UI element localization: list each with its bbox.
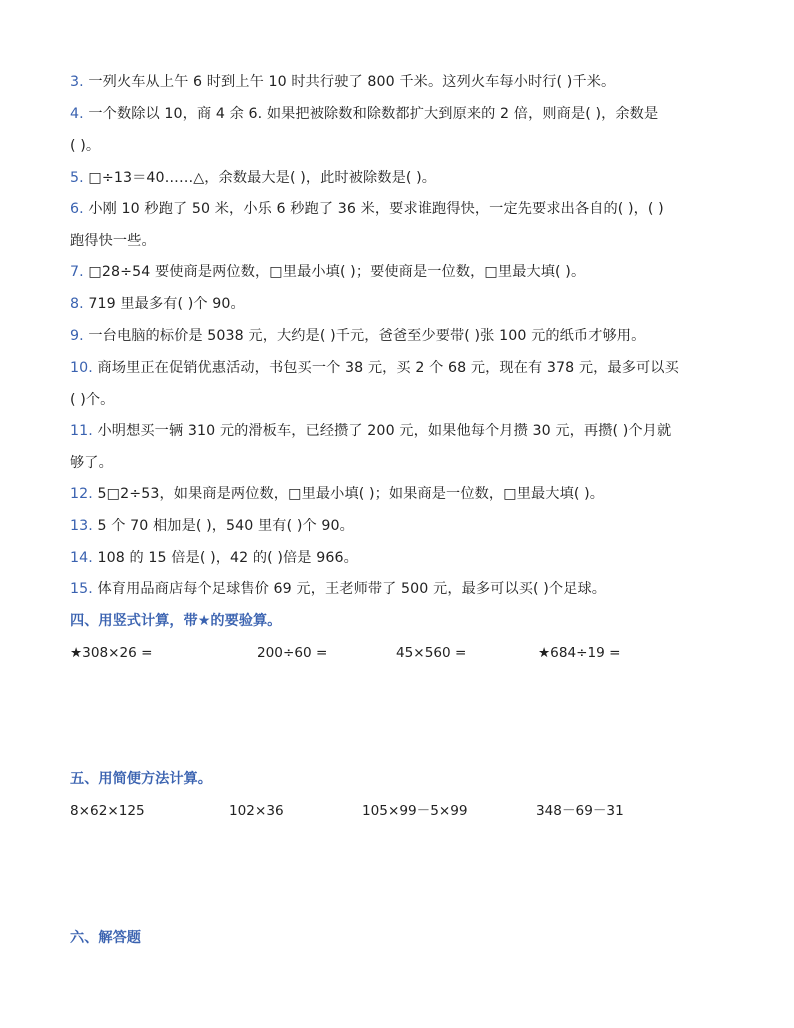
section-6-title: 六、解答题 xyxy=(70,930,141,946)
calc-expression-4: ★684÷19 = xyxy=(538,645,621,661)
question-text: 719 里最多有( )个 90。 xyxy=(88,296,245,312)
question-11-continued xyxy=(70,453,113,473)
question-8 xyxy=(70,294,245,314)
question-number: 14. xyxy=(70,550,93,566)
section-4-title: 四、用竖式计算，带★的要验算。 xyxy=(70,613,282,629)
question-number: 12. xyxy=(70,486,93,502)
question-number: 7. xyxy=(70,264,84,280)
question-text: □÷13＝40……△，余数最大是( )，此时被除数是( )。 xyxy=(88,170,437,186)
question-14 xyxy=(70,548,358,568)
question-text: 小刚 10 秒跑了 50 米，小乐 6 秒跑了 36 米，要求谁跑得快，一定先要求出各自的( )，( ) xyxy=(88,201,664,217)
question-text: □28÷54 要使商是两位数，□里最小填( )；要使商是一位数，□里最大填( )。 xyxy=(88,264,586,280)
question-number: 4. xyxy=(70,106,84,122)
question-7 xyxy=(70,262,585,282)
question-9 xyxy=(70,326,645,346)
question-4-continued xyxy=(70,136,100,156)
question-number: 15. xyxy=(70,581,93,597)
calc-expression-1: ★308×26 = xyxy=(70,645,153,661)
question-text: 一个数除以 10，商 4 余 6. 如果把被除数和除数都扩大到原来的 2 倍，则商是( )，余数是 xyxy=(88,106,659,122)
question-number: 5. xyxy=(70,170,84,186)
question-number: 9. xyxy=(70,328,84,344)
question-11 xyxy=(70,421,671,441)
question-15 xyxy=(70,579,606,599)
question-number: 8. xyxy=(70,296,84,312)
question-6-continued xyxy=(70,231,156,251)
question-text: ( )。 xyxy=(70,138,101,154)
calc-expression-2: 200÷60 = xyxy=(257,645,328,661)
question-text: 跑得快一些。 xyxy=(70,233,156,249)
question-6 xyxy=(70,199,664,219)
section-5-title: 五、用简便方法计算。 xyxy=(70,771,212,787)
simplify-expression-1: 8×62×125 xyxy=(70,803,145,819)
question-number: 11. xyxy=(70,423,93,439)
question-text: 体育用品商店每个足球售价 69 元，王老师带了 500 元，最多可以买( )个足球。 xyxy=(97,581,607,597)
question-text: 小明想买一辆 310 元的滑板车，已经攒了 200 元，如果他每个月攒 30 元，再攒( )个月就 xyxy=(97,423,672,439)
question-3 xyxy=(70,72,615,92)
question-5 xyxy=(70,168,436,188)
question-text: 一台电脑的标价是 5038 元，大约是( )千元，爸爸至少要带( )张 100 元的纸币才够用。 xyxy=(88,328,646,344)
question-10-continued xyxy=(70,390,114,410)
question-10 xyxy=(70,358,679,378)
simplify-expression-3: 105×99－5×99 xyxy=(362,803,468,819)
question-text: 商场里正在促销优惠活动，书包买一个 38 元，买 2 个 68 元，现在有 378 元，最多可以买 xyxy=(97,360,679,376)
calc-expression-3: 45×560 = xyxy=(396,645,467,661)
question-text: 5 个 70 相加是( )，540 里有( )个 90。 xyxy=(97,518,354,534)
question-text: 一列火车从上午 6 时到上午 10 时共行驶了 800 千米。这列火车每小时行( )千米。 xyxy=(88,74,616,90)
question-12 xyxy=(70,484,604,504)
question-text: 108 的 15 倍是( )，42 的( )倍是 966。 xyxy=(97,550,358,566)
question-number: 3. xyxy=(70,74,84,90)
question-4 xyxy=(70,104,658,124)
question-number: 13. xyxy=(70,518,93,534)
question-text: ( )个。 xyxy=(70,392,115,408)
question-text: 够了。 xyxy=(70,455,113,471)
question-13 xyxy=(70,516,354,536)
simplify-expression-2: 102×36 xyxy=(229,803,284,819)
simplify-expression-4: 348－69－31 xyxy=(536,803,624,819)
question-text: 5□2÷53，如果商是两位数，□里最小填( )；如果商是一位数，□里最大填( )。 xyxy=(97,486,605,502)
question-number: 10. xyxy=(70,360,93,376)
question-number: 6. xyxy=(70,201,84,217)
